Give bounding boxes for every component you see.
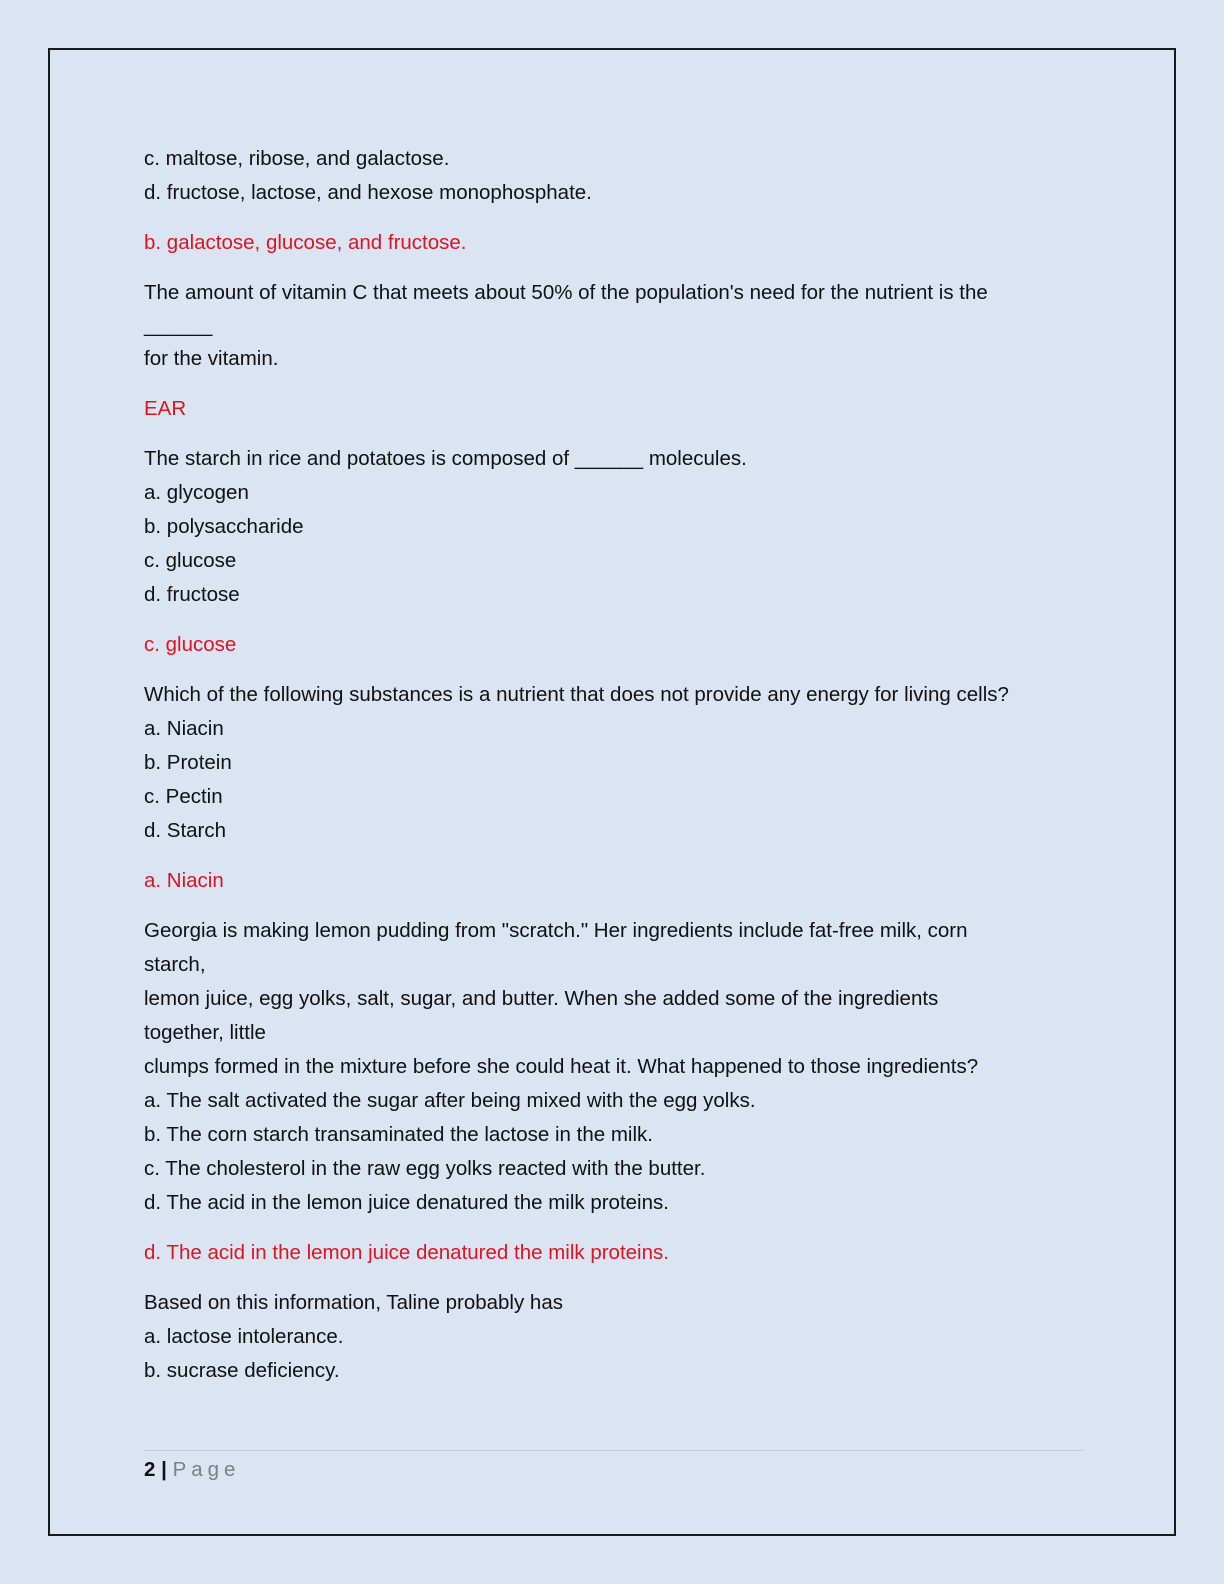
text-line: c. glucose [144,549,237,572]
text-line: c. The cholesterol in the raw egg yolks reacted with the butter. [144,1157,706,1180]
page-label: Page [172,1458,241,1481]
fill-in-blank: ______ [144,314,213,337]
paragraph-gap [144,1220,1084,1236]
paragraph-gap [144,612,1084,628]
text-line: together, little [144,1021,266,1044]
paragraph-gap [144,898,1084,914]
document-body [144,142,1084,1388]
text-line: a. Niacin [144,717,224,740]
text-line: a. lactose intolerance. [144,1325,344,1348]
text-line: Georgia is making lemon pudding from "scratch." Her ingredients include fat-free milk, corn [144,919,968,942]
text-line: c. maltose, ribose, and galactose. [144,147,450,170]
page-footer [144,1450,1084,1485]
text-line: a. glycogen [144,481,249,504]
paragraph-gap [144,210,1084,226]
text-line: lemon juice, egg yolks, salt, sugar, and butter. When she added some of the ingredients [144,987,939,1010]
text-line: d. The acid in the lemon juice denatured the milk proteins. [144,1191,669,1214]
text-line: for the vitamin. [144,347,279,370]
paragraph-gap [144,1270,1084,1286]
text-line: Which of the following substances is a nutrient that does not provide any energy for living cells? [144,683,1009,706]
text-line: b. The corn starch transaminated the lactose in the milk. [144,1123,653,1146]
text-line: d. fructose, lactose, and hexose monophosphate. [144,181,592,204]
paragraph-gap [144,376,1084,392]
paragraph-gap [144,662,1084,678]
answer-text: b. galactose, glucose, and fructose. [144,231,467,254]
answer-text: a. Niacin [144,869,224,892]
text-line: d. fructose [144,583,240,606]
footer-separator: | [161,1458,167,1481]
paragraph-gap [144,426,1084,442]
text-line: b. Protein [144,751,232,774]
text-line: The amount of vitamin C that meets about 50% of the population's need for the nutrient is the [144,281,988,304]
answer-text: c. glucose [144,633,237,656]
paragraph-gap [144,260,1084,276]
answer-text: d. The acid in the lemon juice denatured the milk proteins. [144,1241,669,1264]
text-line: a. The salt activated the sugar after being mixed with the egg yolks. [144,1089,756,1112]
text-line: starch, [144,953,206,976]
text-line: clumps formed in the mixture before she could heat it. What happened to those ingredients? [144,1055,979,1078]
text-line: b. sucrase deficiency. [144,1359,340,1382]
paragraph-gap [144,848,1084,864]
text-line: Based on this information, Taline probably has [144,1291,563,1314]
text-line: d. Starch [144,819,227,842]
text-line: b. polysaccharide [144,515,304,538]
text-line: c. Pectin [144,785,223,808]
page-number: 2 [144,1458,156,1481]
answer-text: EAR [144,397,187,420]
text-line: The starch in rice and potatoes is composed of ______ molecules. [144,447,747,470]
